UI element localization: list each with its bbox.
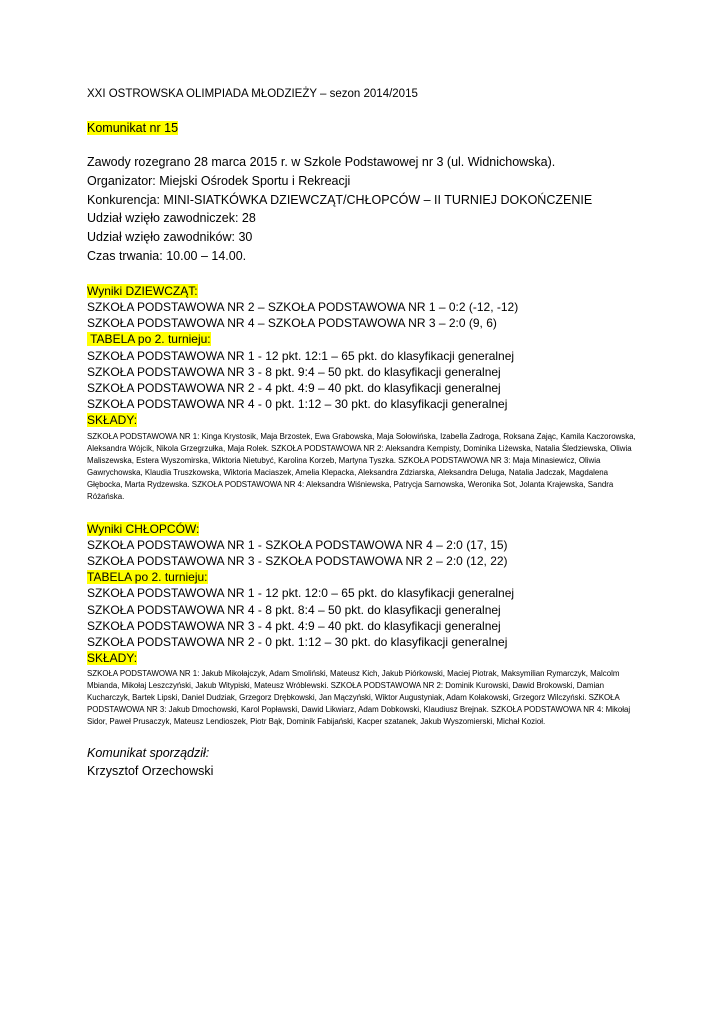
boys-table-heading-text: TABELA po 2. turnieju:: [87, 570, 208, 585]
signature-author: Krzysztof Orzechowski: [87, 764, 214, 779]
info-line-female-participants: Udział wzięło zawodniczek: 28: [87, 211, 256, 226]
boys-results-heading-text: Wyniki CHŁOPCÓW:: [87, 521, 200, 536]
girls-table-heading: [87, 331, 643, 347]
girls-squads-heading: [87, 412, 643, 428]
girls-match-line: SZKOŁA PODSTAWOWA NR 4 – SZKOŁA PODSTAWOWA NR 3 – 2:0 (9, 6): [87, 316, 497, 331]
girls-results-heading-text: Wyniki DZIEWCZĄT:: [87, 283, 198, 298]
boys-table-row: SZKOŁA PODSTAWOWA NR 3 - 4 pkt. 4:9 – 40 pkt. do klasyfikacji generalnej: [87, 618, 501, 633]
boys-squads-text: SZKOŁA PODSTAWOWA NR 1: Jakub Mikołajczyk, Adam Smoliński, Mateusz Kich, Jakub Piórkowski, Maciej Piotrak, Maksymilian Rymarczyk, Malcolm Mbianda, Mikołaj Leszczyński, Jakub Witypiski, Mateusz Wróblewski. SZKOŁA PODSTAWOWA NR 2: Dominik Kurowski, Dawid Brokowski, Damian Kucharczyk, Bartek Lipski, Daniel Dudziak, Grzegorz Drębkowski, Jan Mączyński, Wiktor Augustyniak, Adam Kołakowski, Grzegorz Wilczyński. SZKOŁA PODSTAWOWA NR 3: Jakub Dmochowski, Karol Popławski, Dawid Likwiarz, Adam Dobkowski, Klaudiusz Brejnak. SZKOŁA PODSTAWOWA NR 4: Mikołaj Sidor, Paweł Prusaczyk, Mateusz Lendioszek, Piotr Bąk, Dominik Fabijański, Kacper szatanek, Jakub Wyszomierski, Michał Kozioł.: [87, 669, 631, 727]
boys-table-row: SZKOŁA PODSTAWOWA NR 4 - 8 pkt. 8:4 – 50 pkt. do klasyfikacji generalnej: [87, 602, 501, 617]
boys-match-line: SZKOŁA PODSTAWOWA NR 1 - SZKOŁA PODSTAWOWA NR 4 – 2:0 (17, 15): [87, 537, 508, 552]
signature-label: Komunikat sporządził:: [87, 746, 210, 761]
signature-block: [87, 744, 643, 780]
info-line-organizer: Organizator: Miejski Ośrodek Sportu i Rekreacji: [87, 173, 351, 188]
girls-results-heading: [87, 283, 643, 299]
boys-section: [87, 521, 643, 729]
boys-squads-heading-text: SKŁADY:: [87, 651, 138, 666]
girls-squads-text: SZKOŁA PODSTAWOWA NR 1: Kinga Krystosik, Maja Brzostek, Ewa Grabowska, Maja Sołowińska, Izabella Zadroga, Roksana Zając, Kamila Kaczorowska, Aleksandra Wójcik, Nikola Grzegrzułka, Maja Rolek. SZKOŁA PODSTAWOWA NR 2: Aleksandra Kempisty, Dominika Liżewska, Natalia Śledziewska, Oliwia Maliszewska, Estera Wyszomirska, Wiktoria Nietubyć, Karolina Korzeb, Martyna Tyszka. SZKOŁA PODSTAWOWA NR 3: Maja Minasiewicz, Oliwia Gawrychowska, Klaudia Truszkowska, Wiktoria Maciaszek, Amelia Klepacka, Aleksandra Zdziarska, Aleksandra Deluga, Natalia Jadczak, Magdalena Głębocka, Marta Rydzewska. SZKOŁA PODSTAWOWA NR 4: Aleksandra Wiśniewska, Patrycja Sarnowska, Weronika Sot, Jolanta Krajewska, Sandra Różańska.: [87, 431, 636, 501]
boys-squads-heading: [87, 650, 643, 666]
event-info: [87, 153, 643, 266]
girls-match-line: SZKOŁA PODSTAWOWA NR 2 – SZKOŁA PODSTAWOWA NR 1 – 0:2 (-12, -12): [87, 299, 519, 314]
girls-table-heading-text: TABELA po 2. turnieju:: [87, 332, 211, 347]
girls-table-row: SZKOŁA PODSTAWOWA NR 4 - 0 pkt. 1:12 – 30 pkt. do klasyfikacji generalnej: [87, 397, 508, 412]
girls-table-row: SZKOŁA PODSTAWOWA NR 3 - 8 pkt. 9:4 – 50 pkt. do klasyfikacji generalnej: [87, 364, 501, 379]
girls-squads-heading-text: SKŁADY:: [87, 413, 138, 428]
info-line-discipline: Konkurencja: MINI-SIATKÓWKA DZIEWCZĄT/CHŁOPCÓW – II TURNIEJ DOKOŃCZENIE: [87, 192, 593, 207]
info-line-duration: Czas trwania: 10.00 – 14.00.: [87, 248, 247, 263]
boys-table-row: SZKOŁA PODSTAWOWA NR 2 - 0 pkt. 1:12 – 30 pkt. do klasyfikacji generalnej: [87, 635, 508, 650]
document-page: [87, 86, 643, 780]
boys-results-heading: [87, 521, 643, 537]
info-line-male-participants: Udział wzięło zawodników: 30: [87, 230, 253, 245]
girls-section: [87, 283, 643, 503]
girls-table-row: SZKOŁA PODSTAWOWA NR 2 - 4 pkt. 4:9 – 40 pkt. do klasyfikacji generalnej: [87, 381, 501, 395]
communique-number: [87, 120, 643, 137]
boys-table-row: SZKOŁA PODSTAWOWA NR 1 - 12 pkt. 12:0 – 65 pkt. do klasyfikacji generalnej: [87, 586, 515, 601]
boys-match-line: SZKOŁA PODSTAWOWA NR 3 - SZKOŁA PODSTAWOWA NR 2 – 2:0 (12, 22): [87, 554, 508, 569]
girls-table-row: SZKOŁA PODSTAWOWA NR 1 - 12 pkt. 12:1 – 65 pkt. do klasyfikacji generalnej: [87, 348, 515, 363]
boys-table-heading: [87, 569, 643, 585]
document-title: XXI OSTROWSKA OLIMPIADA MŁODZIEŻY – sezon 2014/2015: [87, 88, 418, 100]
info-line-date-venue: Zawody rozegrano 28 marca 2015 r. w Szkole Podstawowej nr 3 (ul. Widnichowska).: [87, 155, 556, 169]
communique-number-text: Komunikat nr 15: [87, 121, 179, 135]
